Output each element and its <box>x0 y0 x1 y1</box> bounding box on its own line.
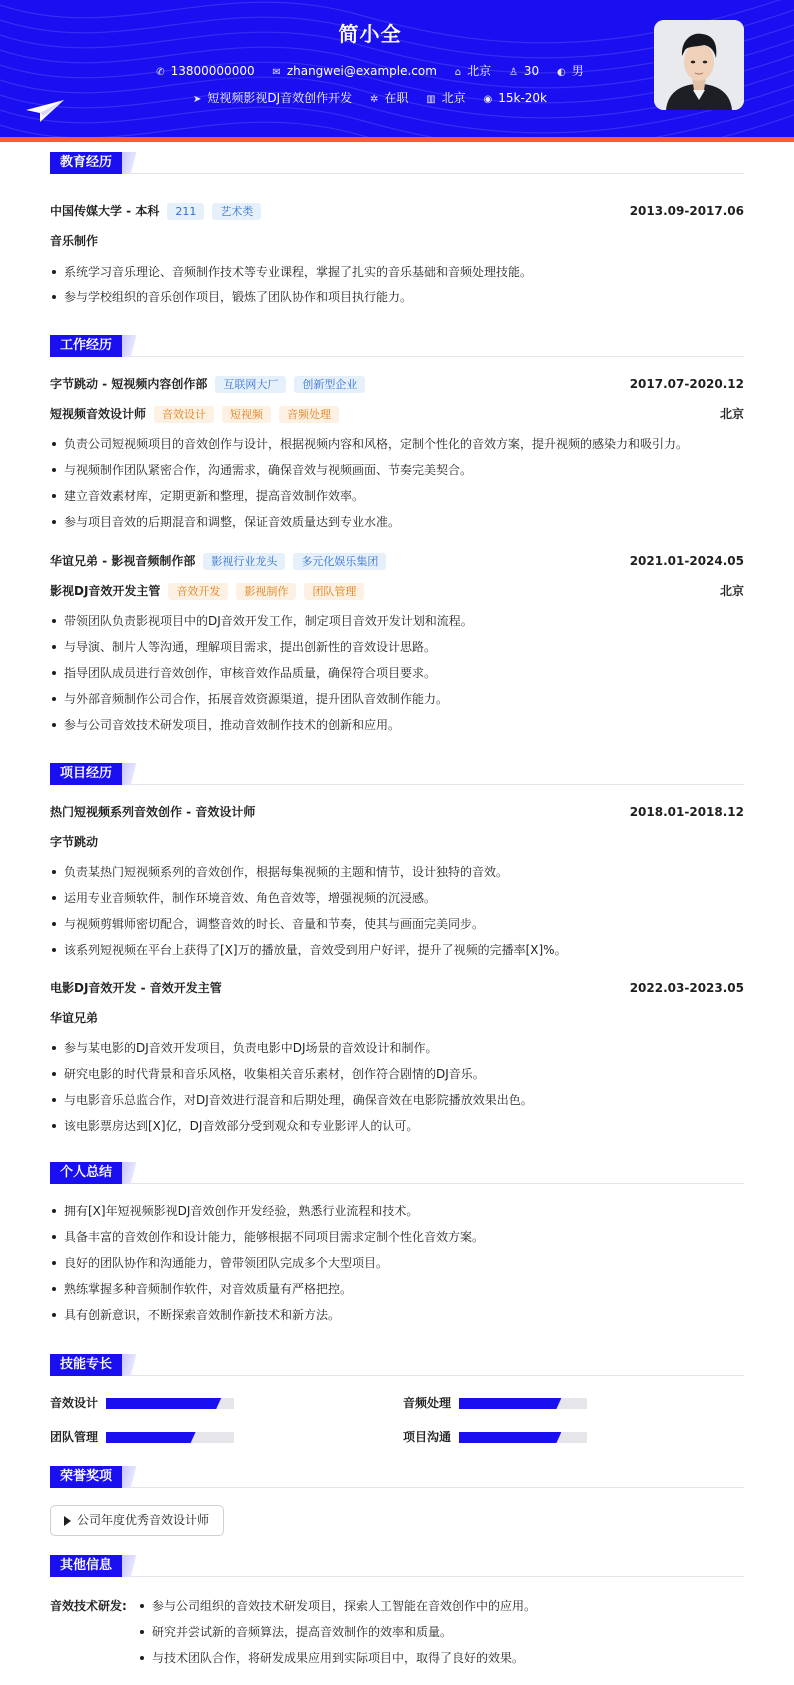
skill-name: 音效设计 <box>50 1396 99 1410</box>
gender-icon: ◐ <box>557 67 566 78</box>
section-project <box>50 763 744 785</box>
age-item <box>509 64 539 78</box>
project-date: 2022.03-2023.05 <box>629 981 744 995</box>
section-other <box>50 1555 744 1577</box>
skill-name: 音频处理 <box>403 1396 452 1410</box>
tab-decoration <box>122 763 140 785</box>
skill-level-bar <box>106 1432 196 1443</box>
section-title: 个人总结 <box>50 1162 122 1184</box>
skill-track <box>459 1398 587 1409</box>
list-item: 与视频剪辑师密切配合，调整音效的时长、音量和节奏，使其与画面完美同步。 <box>50 915 744 933</box>
gear-icon: ✲ <box>369 94 379 105</box>
paper-plane-icon <box>26 100 64 122</box>
work-role-row <box>50 582 744 600</box>
company-title: 华谊兄弟 - 影视音频制作部 <box>50 554 196 568</box>
role-tag: 短视频 <box>222 406 271 423</box>
city-value: 北京 <box>467 64 492 78</box>
contact-row <box>0 62 740 79</box>
work-location: 北京 <box>719 407 744 421</box>
skill-track <box>459 1432 587 1443</box>
tab-decoration <box>122 1354 140 1376</box>
tab-decoration <box>122 1162 140 1184</box>
tab-decoration <box>122 335 140 357</box>
list-item: 该电影票房达到[X]亿，DJ音效部分受到观众和专业影评人的认可。 <box>50 1117 744 1135</box>
work-role-row <box>50 405 744 423</box>
award-label: 公司年度优秀音效设计师 <box>77 1513 210 1527</box>
building-icon: ▥ <box>426 94 436 105</box>
section-divider <box>50 1576 744 1577</box>
status-item <box>370 89 408 106</box>
skill-track <box>106 1398 234 1409</box>
phone-value: 13800000000 <box>170 64 255 78</box>
education-row <box>50 202 744 220</box>
list-item: 参与学校组织的音乐创作项目，锻炼了团队协作和项目执行能力。 <box>50 288 744 306</box>
avatar <box>654 20 744 110</box>
send-icon: ➤ <box>192 94 202 105</box>
skill-track <box>106 1432 234 1443</box>
role-title: 短视频音效设计师 <box>50 407 147 421</box>
skill-level-bar <box>459 1398 561 1409</box>
major: 音乐制作 <box>50 234 99 248</box>
list-item: 与导演、制片人等沟通，理解项目需求，提出创新性的音效设计思路。 <box>50 638 744 656</box>
project-title: 电影DJ音效开发 - 音效开发主管 <box>50 981 222 995</box>
section-title: 荣誉奖项 <box>50 1466 122 1488</box>
section-divider <box>50 1487 744 1488</box>
header-accent-strip <box>0 137 794 142</box>
section-divider <box>50 173 744 174</box>
section-title: 教育经历 <box>50 152 122 174</box>
company-tag: 影视行业龙头 <box>203 553 285 570</box>
play-triangle-icon <box>64 1516 71 1526</box>
section-summary <box>50 1162 744 1184</box>
project-row <box>50 803 744 821</box>
list-item: 参与公司组织的音效技术研发项目，探索人工智能在音效创作中的应用。 <box>138 1597 738 1615</box>
company-title: 字节跳动 - 短视频内容创作部 <box>50 377 208 391</box>
section-title: 技能专长 <box>50 1354 122 1376</box>
list-item: 具备丰富的音效创作和设计能力，能够根据不同项目需求定制个性化音效方案。 <box>50 1228 744 1246</box>
skill-level-bar <box>106 1398 221 1409</box>
company-tag: 多元化娱乐集团 <box>293 553 386 570</box>
work-date: 2021.01-2024.05 <box>629 554 744 568</box>
section-education <box>50 152 744 174</box>
section-divider <box>50 784 744 785</box>
section-title: 其他信息 <box>50 1555 122 1577</box>
list-item: 参与项目音效的后期混音和调整，保证音效质量达到专业水准。 <box>50 513 744 531</box>
work-date: 2017.07-2020.12 <box>629 377 744 391</box>
work-location: 北京 <box>719 584 744 598</box>
avatar-illustration <box>654 20 744 110</box>
list-item: 该系列短视频在平台上获得了[X]万的播放量，音效受到用户好评，提升了视频的完播率[X]%。 <box>50 941 744 959</box>
tab-decoration <box>122 1466 140 1488</box>
list-item: 与电影音乐总监合作，对DJ音效进行混音和后期处理，确保音效在电影院播放效果出色。 <box>50 1091 744 1109</box>
list-item: 研究并尝试新的音频算法，提高音效制作的效率和质量。 <box>138 1623 738 1641</box>
school-tag: 艺术类 <box>212 203 261 220</box>
list-item: 参与某电影的DJ音效开发项目，负责电影中DJ场景的音效设计和制作。 <box>50 1039 744 1057</box>
list-item: 指导团队成员进行音效创作，审核音效作品质量，确保符合项目要求。 <box>50 664 744 682</box>
school-title: 中国传媒大学 - 本科 <box>50 204 160 218</box>
skill-name: 项目沟通 <box>403 1430 452 1444</box>
age-value: 30 <box>523 64 540 78</box>
gender-item <box>557 62 584 79</box>
status-value: 在职 <box>384 91 409 105</box>
role-tag: 音频处理 <box>279 406 339 423</box>
section-divider <box>50 1183 744 1184</box>
resume-header <box>0 0 794 140</box>
list-item: 研究电影的时代背景和音乐风格，收集相关音乐素材，创作符合剧情的DJ音乐。 <box>50 1065 744 1083</box>
section-title: 工作经历 <box>50 335 122 357</box>
cake-icon: ♙ <box>508 67 518 78</box>
list-item: 负责某热门短视频系列的音效创作，根据每集视频的主题和情节，设计独特的音效。 <box>50 863 744 881</box>
target-city-item <box>426 89 465 106</box>
role-tag: 团队管理 <box>304 583 364 600</box>
section-skills <box>50 1354 744 1376</box>
job-intent-row <box>0 89 740 106</box>
candidate-name: 简小全 <box>338 22 402 46</box>
project-title: 热门短视频系列音效创作 - 音效设计师 <box>50 805 256 819</box>
list-item: 系统学习音乐理论、音频制作技术等专业课程，掌握了扎实的音乐基础和音频处理技能。 <box>50 263 744 281</box>
phone-item <box>156 64 254 78</box>
coin-icon: ◉ <box>483 94 493 105</box>
list-item: 熟练掌握多种音频制作软件，对音效质量有严格把控。 <box>50 1280 744 1298</box>
mail-icon: ✉ <box>272 67 281 78</box>
project-org: 华谊兄弟 <box>50 1011 99 1025</box>
target-job-value: 短视频影视DJ音效创作开发 <box>207 91 353 105</box>
home-icon: ⌂ <box>454 67 462 78</box>
list-item: 拥有[X]年短视频影视DJ音效创作开发经验，熟悉行业流程和技术。 <box>50 1202 744 1220</box>
school-tag: 211 <box>167 203 204 220</box>
gender-value: 男 <box>571 64 584 78</box>
section-title: 项目经历 <box>50 763 122 785</box>
list-item: 运用专业音频软件，制作环境音效、角色音效等，增强视频的沉浸感。 <box>50 889 744 907</box>
section-awards <box>50 1466 744 1488</box>
tab-decoration <box>122 1555 140 1577</box>
project-org: 字节跳动 <box>50 835 99 849</box>
list-item: 与技术团队合作，将研发成果应用到实际项目中，取得了良好的效果。 <box>138 1649 738 1667</box>
list-item: 参与公司音效技术研发项目，推动音效制作技术的创新和应用。 <box>50 716 744 734</box>
project-row <box>50 979 744 997</box>
phone-icon: ✆ <box>156 67 165 78</box>
skill-level-bar <box>459 1432 561 1443</box>
list-item: 良好的团队协作和沟通能力，曾带领团队完成多个大型项目。 <box>50 1254 744 1272</box>
role-title: 影视DJ音效开发主管 <box>50 584 161 598</box>
work-company-row <box>50 552 744 570</box>
section-work <box>50 335 744 357</box>
tab-decoration <box>122 152 140 174</box>
list-item: 带领团队负责影视项目中的DJ音效开发工作，制定项目音效开发计划和流程。 <box>50 612 744 630</box>
company-tag: 互联网大厂 <box>215 376 286 393</box>
list-item: 与外部音频制作公司合作，拓展音效资源渠道，提升团队音效制作能力。 <box>50 690 744 708</box>
project-date: 2018.01-2018.12 <box>629 805 744 819</box>
city-item <box>455 62 491 79</box>
company-tag: 创新型企业 <box>294 376 365 393</box>
role-tag: 音效开发 <box>168 583 228 600</box>
list-item: 具有创新意识，不断探索音效制作新技术和新方法。 <box>50 1306 744 1324</box>
salary-value: 15k-20k <box>498 91 548 105</box>
target-city-value: 北京 <box>441 91 466 105</box>
role-tag: 影视制作 <box>236 583 296 600</box>
award-badge <box>50 1505 224 1536</box>
section-divider <box>50 1375 744 1376</box>
education-date: 2013.09-2017.06 <box>629 204 744 218</box>
email-value: zhangwei@example.com <box>286 64 437 78</box>
list-item: 负责公司短视频项目的音效创作与设计，根据视频内容和风格，定制个性化的音效方案，提升视频的感染力和吸引力。 <box>50 435 744 453</box>
email-item <box>272 64 437 78</box>
salary-item <box>484 91 548 105</box>
work-company-row <box>50 375 744 393</box>
list-item: 与视频制作团队紧密合作，沟通需求，确保音效与视频画面、节奏完美契合。 <box>50 461 744 479</box>
section-divider <box>50 356 744 357</box>
list-item: 建立音效素材库，定期更新和整理，提高音效制作效率。 <box>50 487 744 505</box>
skill-name: 团队管理 <box>50 1430 99 1444</box>
role-tag: 音效设计 <box>154 406 214 423</box>
target-job-item <box>193 89 352 106</box>
other-info-label: 音效技术研发: <box>50 1599 127 1613</box>
